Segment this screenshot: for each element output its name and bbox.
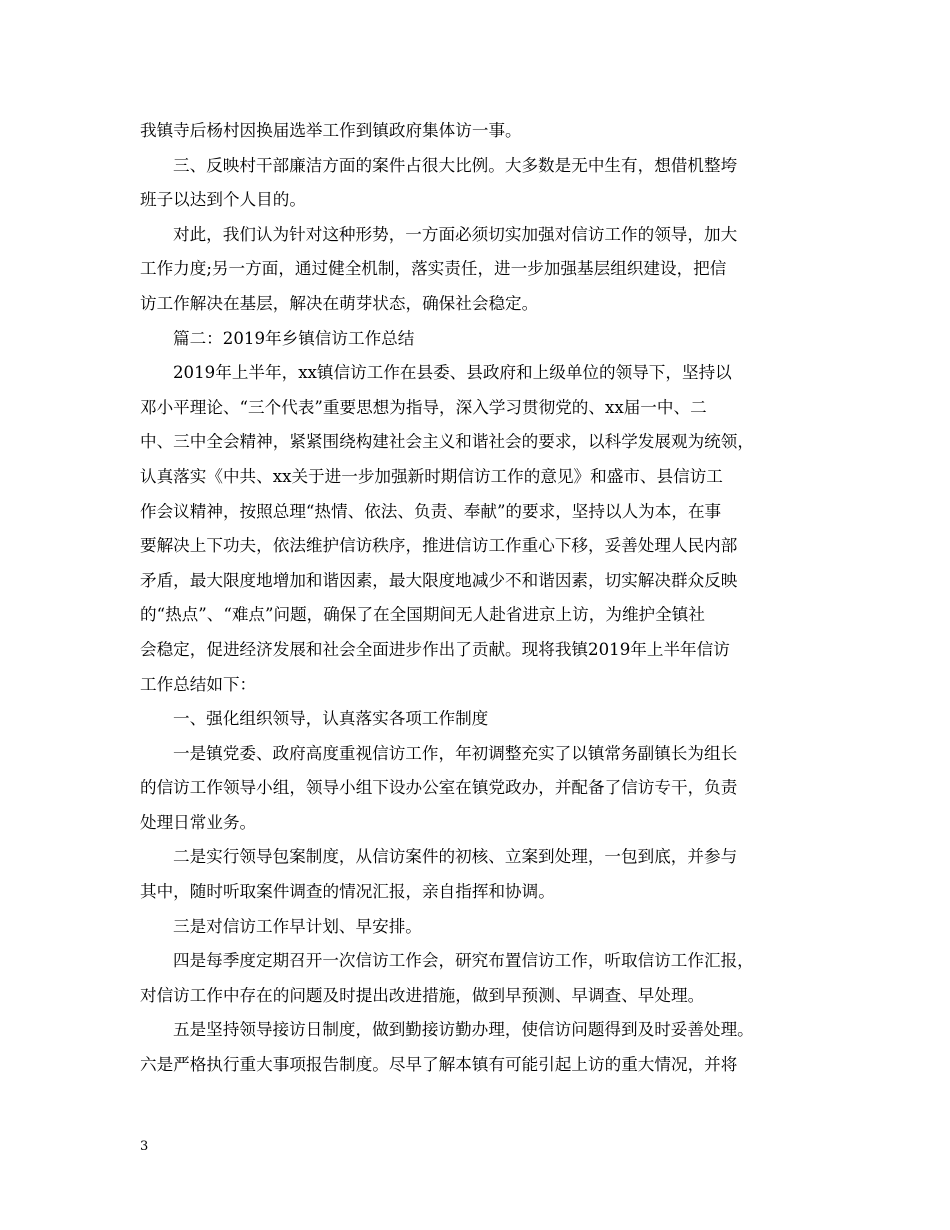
text-line: 六是严格执行重大事项报告制度。尽早了解本镇有可能引起上访的重大情况，并将 (140, 1055, 738, 1075)
text-line: 工作总结如下： (140, 674, 257, 694)
text-line: 2019年上半年，xx镇信访工作在县委、县政府和上级单位的领导下，坚持以 (173, 363, 732, 383)
text-line: 对此，我们认为针对这种形势，一方面必须切实加强对信访工作的领导，加大 (173, 224, 738, 244)
text-line: 二是实行领导包案制度，从信访案件的初核、立案到处理，一包到底，并参与 (173, 847, 738, 867)
text-line: 工作力度;另一方面，通过健全机制，落实责任，进一步加强基层组织建设，把信 (140, 259, 727, 279)
text-line: 班子以达到个人目的。 (140, 190, 306, 210)
text-line: 的“热点”、“难点”问题，确保了在全国期间无人赴省进京上访，为维护全镇社 (140, 605, 705, 625)
text-line: 认真落实《中共、xx关于进一步加强新时期信访工作的意见》和盛市、县信访工 (140, 466, 723, 486)
text-line: 访工作解决在基层，解决在萌芽状态，确保社会稳定。 (140, 293, 539, 313)
text-line: 中、三中全会精神，紧紧围绕构建社会主义和谐社会的要求，以科学发展观为统领， (140, 432, 754, 452)
text-line: 篇二：2019年乡镇信访工作总结 (173, 328, 415, 348)
text-line: 一是镇党委、政府高度重视信访工作，年初调整充实了以镇常务副镇长为组长 (173, 743, 738, 763)
text-line: 作会议精神，按照总理“热情、依法、负责、奉献”的要求，坚持以人为本，在事 (140, 501, 722, 521)
text-line: 邓小平理论、“三个代表”重要思想为指导，深入学习贯彻党的、xx届一中、二 (140, 397, 707, 417)
text-line: 一、强化组织领导，认真落实各项工作制度 (173, 709, 489, 729)
text-line: 处理日常业务。 (140, 812, 257, 832)
text-line: 矛盾，最大限度地增加和谐因素，最大限度地减少不和谐因素，切实解决群众反映 (140, 570, 738, 590)
text-line: 要解决上下功夫，依法维护信访秩序，推进信访工作重心下移，妥善处理人民内部 (140, 536, 738, 556)
text-line: 三是对信访工作早计划、早安排。 (173, 916, 422, 936)
text-line: 对信访工作中存在的问题及时提出改进措施，做到早预测、早调查、早处理。 (140, 985, 705, 1005)
text-line: 三、反映村干部廉洁方面的案件占很大比例。大多数是无中生有，想借机整垮 (173, 155, 738, 175)
text-line: 的信访工作领导小组，领导小组下设办公室在镇党政办，并配备了信访专干，负责 (140, 778, 738, 798)
text-line: 会稳定，促进经济发展和社会全面进步作出了贡献。现将我镇2019年上半年信访 (140, 639, 730, 659)
document-body (140, 114, 812, 1083)
text-line: 我镇寺后杨村因换届选举工作到镇政府集体访一事。 (140, 121, 522, 140)
text-line: 其中，随时听取案件调查的情况汇报，亲自指挥和协调。 (140, 882, 555, 902)
text-line: 四是每季度定期召开一次信访工作会，研究布置信访工作，听取信访工作汇报， (173, 951, 754, 971)
page-number: 3 (140, 1139, 149, 1154)
text-line: 五是坚持领导接访日制度，做到勤接访勤办理，使信访问题得到及时妥善处理。 (173, 1020, 754, 1040)
